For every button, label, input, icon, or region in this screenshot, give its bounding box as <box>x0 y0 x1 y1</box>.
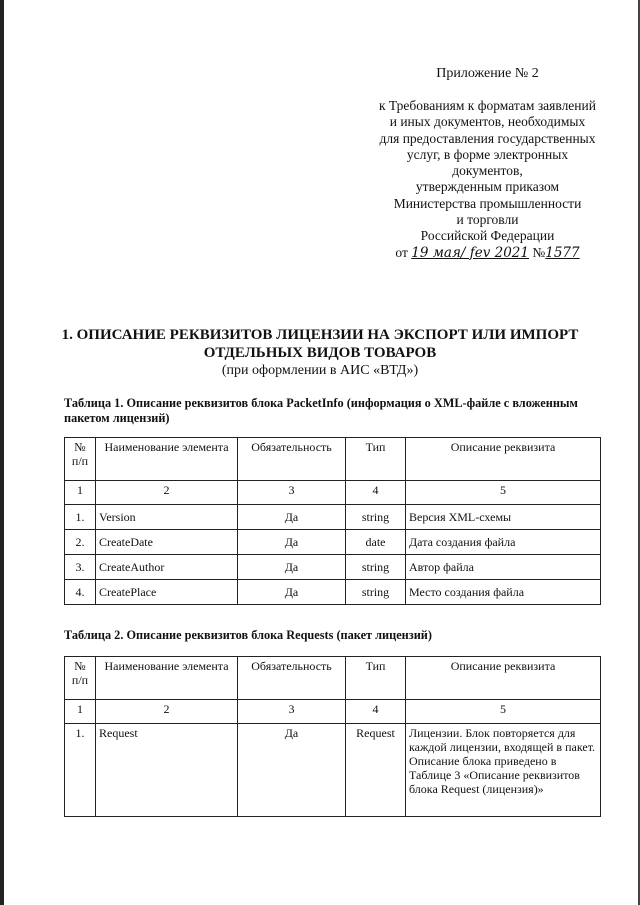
annex-title: Приложение № 2 <box>436 66 539 81</box>
header-cell: Тип <box>346 438 406 481</box>
section-heading <box>40 326 600 380</box>
required-flag: Да <box>238 555 346 580</box>
element-type: string <box>346 555 406 580</box>
annex-date-line <box>360 245 615 261</box>
table1-caption: Таблица 1. Описание реквизитов блока PacketInfo (информация о XML-файле с вложенным пакетом лицензий) <box>64 396 578 425</box>
annex-line: и торговли <box>456 212 519 228</box>
element-name: Request <box>96 724 238 817</box>
table-requests <box>64 656 601 817</box>
element-description: Автор файла <box>406 555 601 580</box>
column-number: 2 <box>96 700 238 724</box>
row-number: 3. <box>65 555 96 580</box>
required-flag: Да <box>238 724 346 817</box>
table2-caption: Таблица 2. Описание реквизитов блока Requests (пакет лицензий) <box>64 628 432 642</box>
element-name: CreateAuthor <box>96 555 238 580</box>
table-header-row <box>65 438 601 481</box>
annex-line: и иных документов, необходимых <box>389 114 586 130</box>
table-row <box>65 505 601 530</box>
column-number: 4 <box>346 481 406 505</box>
number-prefix: № <box>532 244 546 260</box>
header-cell: Тип <box>346 657 406 700</box>
header-cell: Наименование элемента <box>96 438 238 481</box>
column-number-row <box>65 700 601 724</box>
required-flag: Да <box>238 580 346 605</box>
annex-line: утвержденным приказом <box>415 179 560 195</box>
element-type: string <box>346 580 406 605</box>
header-cell: Описание реквизита <box>406 438 601 481</box>
element-name: CreatePlace <box>96 580 238 605</box>
annex-line: Министерства промышленности <box>393 195 582 211</box>
row-number: 1. <box>65 505 96 530</box>
row-number: 2. <box>65 530 96 555</box>
handwritten-number: 1577 <box>545 244 580 261</box>
required-flag: Да <box>238 505 346 530</box>
annex-body <box>360 98 615 261</box>
element-description: Версия XML-схемы <box>406 505 601 530</box>
table-row <box>65 580 601 605</box>
element-description: Место создания файла <box>406 580 601 605</box>
table-packetinfo <box>64 437 601 605</box>
annex-line: к Требованиям к форматам заявлений <box>379 98 596 113</box>
annex-line: документов, <box>452 163 523 179</box>
column-number: 5 <box>406 481 601 505</box>
column-number: 5 <box>406 700 601 724</box>
element-type: string <box>346 505 406 530</box>
element-description: Лицензии. Блок повторяется для каждой лицензии, входящей в пакет. Описание блока приведено в Таблице 3 «Описание реквизитов блока Request (лицензия)» <box>406 724 601 817</box>
date-prefix: от <box>395 244 408 260</box>
header-cell: Описание реквизита <box>406 657 601 700</box>
required-flag: Да <box>238 530 346 555</box>
column-number: 1 <box>65 700 96 724</box>
column-number: 3 <box>238 481 346 505</box>
annex-line: Российской Федерации <box>420 228 555 244</box>
header-cell: Обязательность <box>238 657 346 700</box>
element-type: Request <box>346 724 406 817</box>
header-cell: Обязательность <box>238 438 346 481</box>
table-row <box>65 555 601 580</box>
heading-subtitle: (при оформлении в АИС «ВТД») <box>221 363 419 378</box>
column-number: 4 <box>346 700 406 724</box>
handwritten-date: 19 мая/ fev 2021 <box>411 244 529 261</box>
table-header-row <box>65 657 601 700</box>
row-number: 4. <box>65 580 96 605</box>
column-number-row <box>65 481 601 505</box>
column-number: 2 <box>96 481 238 505</box>
heading-line-2: ОТДЕЛЬНЫХ ВИДОВ ТОВАРОВ <box>203 345 437 361</box>
column-number: 1 <box>65 481 96 505</box>
annex-line: услуг, в форме электронных <box>406 146 569 162</box>
heading-line-1: 1. ОПИСАНИЕ РЕКВИЗИТОВ ЛИЦЕНЗИИ НА ЭКСПОРТ ИЛИ ИМПОРТ <box>61 327 579 343</box>
element-name: Version <box>96 505 238 530</box>
annex-line: для предоставления государственных <box>379 130 596 146</box>
header-cell: Наименование элемента <box>96 657 238 700</box>
header-cell: № п/п <box>65 438 96 481</box>
table-row <box>65 530 601 555</box>
column-number: 3 <box>238 700 346 724</box>
element-name: CreateDate <box>96 530 238 555</box>
table-row <box>65 724 601 817</box>
row-number: 1. <box>65 724 96 817</box>
scan-border-left <box>0 0 4 905</box>
element-description: Дата создания файла <box>406 530 601 555</box>
element-type: date <box>346 530 406 555</box>
header-cell: № п/п <box>65 657 96 700</box>
